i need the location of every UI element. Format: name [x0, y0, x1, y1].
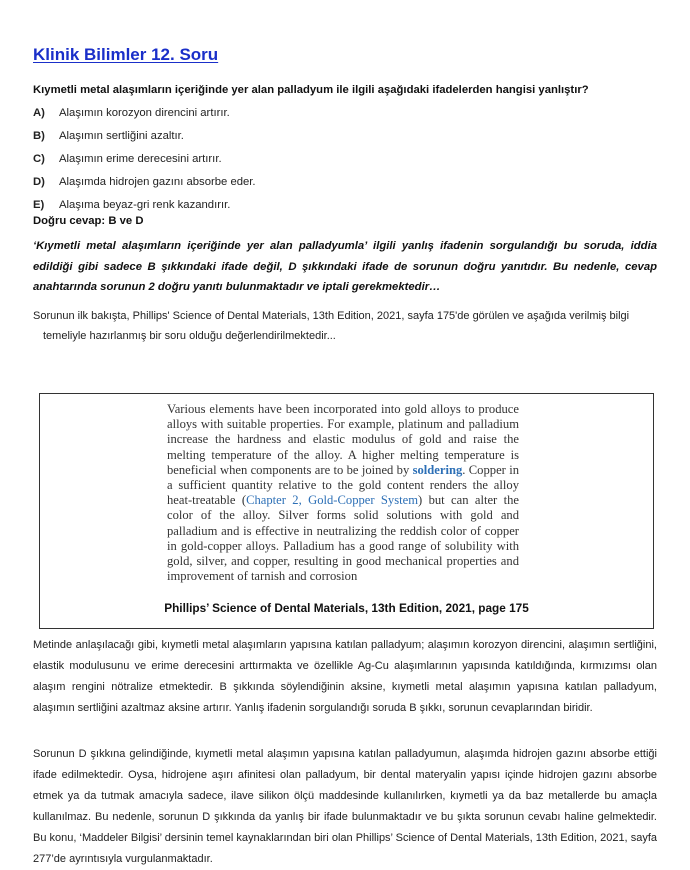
option-letter: D) [33, 176, 45, 188]
excerpt-part-3: ) but can alter the color of the alloy. Silver forms solid solutions with gold and palladium and is effective in neutralizing the reddish color of copper in gold-copper alloys. Palladium has a good range of solubility with gold, silver, and copper, resulting in good mechanical properties and improvement of tarnish and corrosion [167, 493, 519, 584]
option-d [33, 176, 256, 188]
soldering-link[interactable]: soldering [412, 462, 463, 477]
option-letter: B) [33, 130, 45, 142]
excerpt-part-1: Various elements have been incorporated into gold alloys to produce alloys with suitable properties. For example, platinum and palladium increase the hardness and elastic modulus of gold and raise the melting temperature of the alloy. A higher melting temperature is beneficial when components are to be joined by [167, 402, 519, 477]
chapter-reference-link[interactable]: Chapter 2, Gold-Copper System [246, 493, 419, 508]
option-letter: C) [33, 153, 45, 165]
option-e [33, 199, 230, 211]
question-text: Kıymetli metal alaşımların içeriğinde yer alan palladyum ile ilgili aşağıdaki ifadelerden hangisi yanlıştır? [33, 84, 589, 96]
option-text: Alaşımın korozyon direncini artırır. [59, 107, 230, 119]
objection-explanation: ‘Kıymetli metal alaşımların içeriğinde yer alan palladyumla’ ilgili yanlış ifadenin sorgulandığı bu soruda, iddia edildiği gibi sadece B şıkkındaki ifade değil, D şıkkındaki ifade de sorunun doğru yanıtıdır. Bu nedenle, cevap anahtarında sorunun 2 doğru yanıtı bulunmaktadır ve iptali gerekmektedir… [33, 240, 657, 293]
intro-line-2: temeliyle hazırlanmış bir soru olduğu değerlendirilmektedir... [43, 330, 336, 342]
option-text: Alaşımın sertliğini azaltır. [59, 130, 184, 142]
page-title: Klinik Bilimler 12. Soru [33, 45, 219, 64]
option-text: Alaşımın erime derecesini artırır. [59, 153, 222, 165]
analysis-paragraph-d: Sorunun D şıkkına gelindiğinde, kıymetli metal alaşımın yapısına katılan palladyumun, alaşımda hidrojen gazını absorbe ettiği ifade edilmektedir. Oysa, hidrojene aşırı afinitesi olan palladyum, bir dental materyalin yapısı içinde hidrojen gazını absorbe etmek ya da tutmak amacıyla sadece, ilave silikon ölçü maddesinde kullanılırken, kıymetli ya da baz metallerde bu amaçla kullanılmaz. Bu nedenle, sorunun D şıkkında da yanlış bir ifade bulunmaktadır ve bu şıkta sorunun cevabı haline gelmektedir. Bu konu, ‘Maddeler Bilgisi’ dersinin temel kaynaklarından biri olan Phillips’ Science of Dental Materials, 13th Edition, 2021, sayfa 277’de ayrıntısıyla vurgulanmaktadır. [33, 748, 657, 865]
option-text: Alaşıma beyaz-gri renk kazandırır. [59, 199, 231, 211]
option-text: Alaşımda hidrojen gazını absorbe eder. [59, 176, 256, 188]
textbook-quote-box [39, 393, 654, 629]
option-letter: A) [33, 107, 45, 119]
option-b [33, 130, 184, 142]
option-c [33, 153, 222, 165]
analysis-paragraph-b: Metinde anlaşılacağı gibi, kıymetli metal alaşımların yapısına katılan palladyum; alaşımın korozyon direncini, alaşımın sertliğini, elastik modulusunu ve erime derecesini arttırmakta ve özellikle Ag-Cu alaşımlarının yapısında katıldığında, kırmızımsı olan alaşım rengini nötralize etmektedir. B şıkkında söylendiğinin aksine, kıymetli metal alaşımın yapısına katılan palladyum, alaşımın sertliğini azaltmaz aksine artırır. Yanlış ifadenin sorgulandığı soruda B şıkkı, sorunun cevaplarından biridir. [33, 639, 657, 714]
option-a [33, 107, 230, 119]
correct-answer: Doğru cevap: B ve D [33, 215, 144, 227]
intro-paragraph [33, 306, 657, 346]
option-letter: E) [33, 199, 45, 211]
textbook-excerpt [167, 402, 519, 584]
intro-line-1: Sorunun ilk bakışta, Phillips' Science of Dental Materials, 13th Edition, 2021, sayfa 175'de görülen ve aşağıda verilmiş bilgi [33, 310, 630, 322]
excerpt-part-2: . Copper in a sufficient quantity relative to the gold content renders the alloy heat-treatable ( [167, 462, 519, 508]
quote-caption: Phillips’ Science of Dental Materials, 13th Edition, 2021, page 175 [164, 601, 529, 615]
